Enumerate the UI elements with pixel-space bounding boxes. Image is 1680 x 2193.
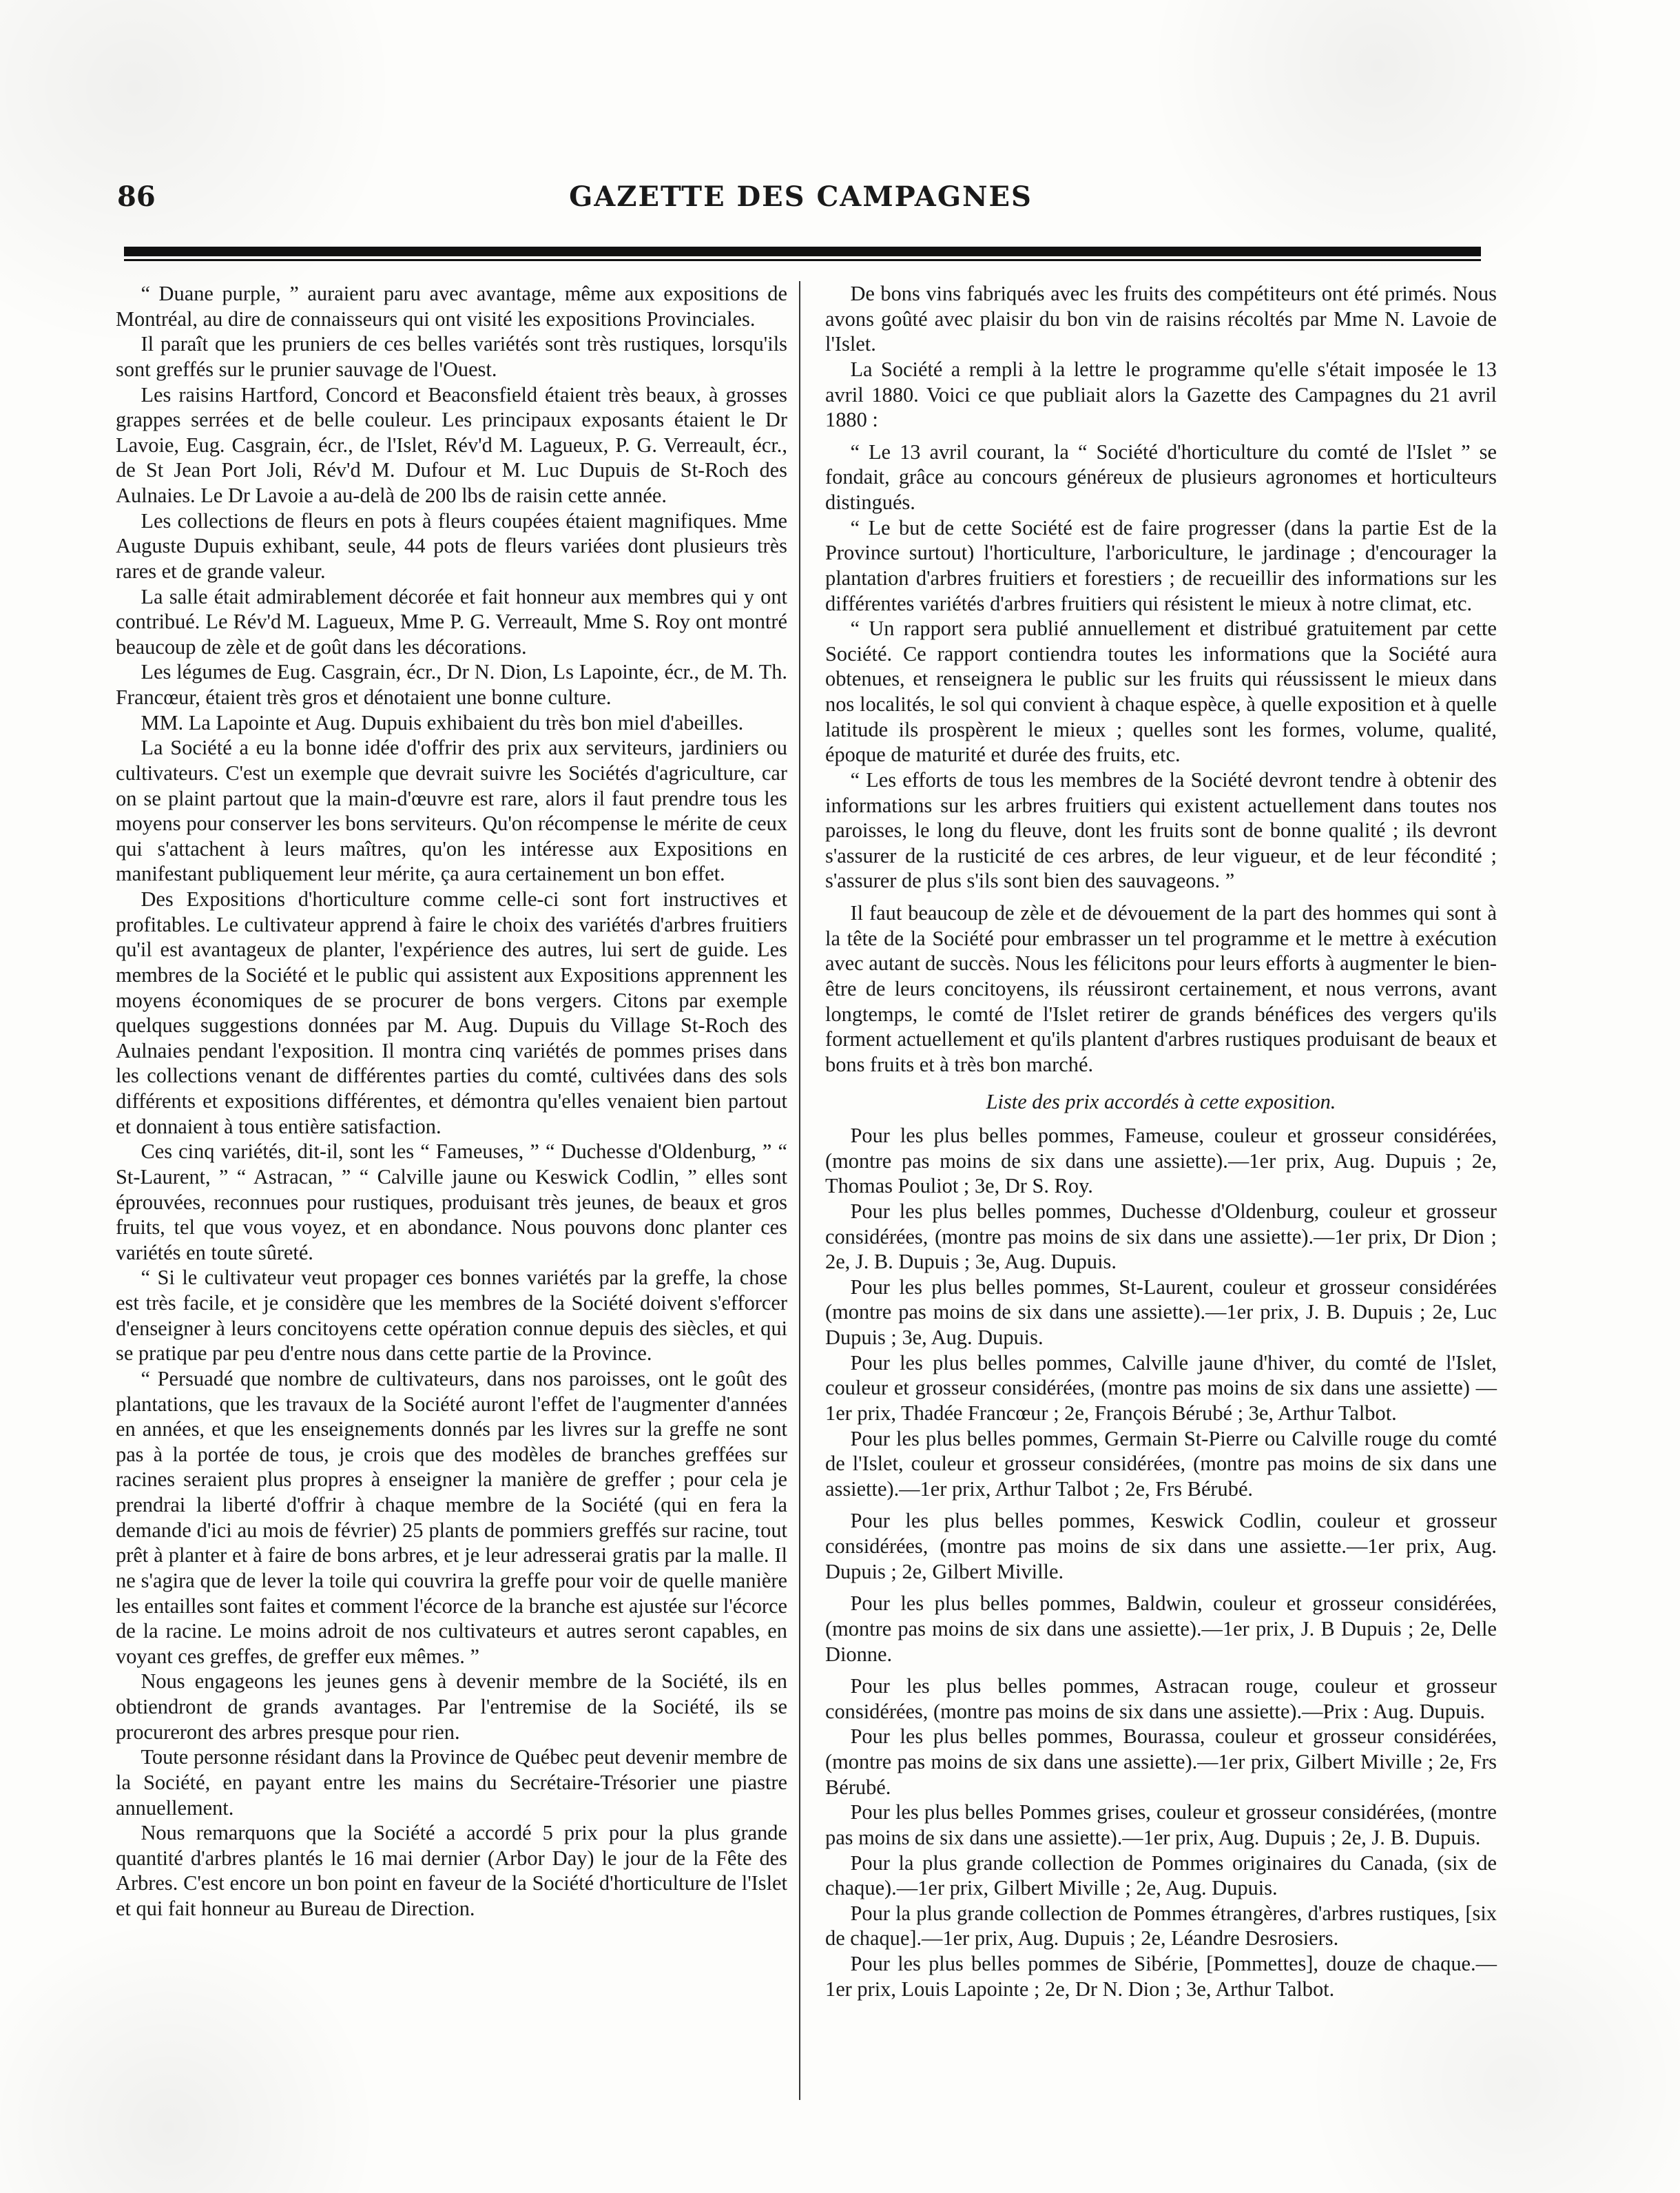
right-column-body: [825, 281, 1497, 1077]
article-paragraph: Les légumes de Eug. Casgrain, écr., Dr N. Dion, Ls Lapointe, écr., de M. Th. Francœur, étaient très gros et dénotaient une bonne culture.: [116, 660, 787, 709]
prize-entry: Pour les plus belles pommes, Germain St-Pierre ou Calville rouge du comté de l'Islet, couleur et grosseur considérées, (montre pas moins de six dans une assiette).—1er prix, Arthur Talbot ; 2e, Frs Bérubé.: [825, 1426, 1497, 1501]
left-column: [116, 281, 787, 1922]
article-paragraph: La Société a rempli à la lettre le programme qu'elle s'était imposée le 13 avril 1880. Voici ce que publiait alors la Gazette des Campagnes du 21 avril 1880 :: [825, 357, 1497, 432]
prize-entry: Pour les plus belles pommes, Fameuse, couleur et grosseur considérées, (montre pas moins de six dans une assiette).—1er prix, Aug. Dupuis ; 2e, Thomas Pouliot ; 3e, Dr S. Roy.: [825, 1124, 1497, 1198]
article-paragraph: Il paraît que les pruniers de ces belles variétés sont très rustiques, lorsqu'ils sont greffés sur le prunier sauvage de l'Ouest.: [116, 332, 787, 381]
column-divider: [799, 281, 800, 2100]
article-paragraph: Des Expositions d'horticulture comme celle-ci sont fort instructives et profitables. Le cultivateur apprend à faire le choix des variétés d'arbres fruitiers qu'il est avantageux de planter, l'expérience des autres, lui sert de guide. Les membres de la Société et le public qui assistent aux Expositions apprennent les moyens économiques de se procurer de bons vergers. Citons par exemple quelques suggestions données par M. Aug. Dupuis du Village St-Roch des Aulnaies pendant l'exposition. Il montra cinq variétés de pommes prises dans les collections venant de différentes parties du comté, cultivées dans des sols différents et expositions différentes, et démontra qu'elles venaient bien partout et donnaient à tous entière satisfaction.: [116, 887, 787, 1138]
prize-entry: Pour les plus belles pommes, Calville jaune d'hiver, du comté de l'Islet, couleur et grosseur considérées, (montre pas moins de six dans une assiette) —1er prix, Thadée Francœur ; 2e, François Bérubé ; 3e, Arthur Talbot.: [825, 1350, 1497, 1425]
article-paragraph: La Société a eu la bonne idée d'offrir des prix aux serviteurs, jardiniers ou cultivateurs. C'est un exemple que devrait suivre les Sociétés d'agriculture, car on se plaint partout que la main-d'œuvre est rare, alors il faut prendre tous les moyens pour conserver les bons serviteurs. Qu'on récompense le mérite de ceux qui s'attachent à leurs maîtres, qu'on les intéresse aux Expositions en manifestant publiquement leur mérite, ça aura certainement un bon effet.: [116, 736, 787, 886]
prize-entry: Pour les plus belles pommes, Duchesse d'Oldenburg, couleur et grosseur considérées, (montre pas moins de six dans une assiette).—1er prix, Dr Dion ; 2e, J. B. Dupuis ; 3e, Aug. Dupuis.: [825, 1199, 1497, 1274]
article-paragraph: La salle était admirablement décorée et fait honneur aux membres qui y ont contribué. Le Rév'd M. Lagueux, Mme P. G. Verreault, Mme S. Roy ont montré beaucoup de zèle et de goût dans les décorations.: [116, 584, 787, 659]
article-paragraph: Les raisins Hartford, Concord et Beaconsfield étaient très beaux, à grosses grappes serrées et de belle couleur. Les principaux exposants étaient le Dr Lavoie, Eug. Casgrain, écr., de l'Islet, Rév'd M. Lagueux, P. G. Verreault, écr., de St Jean Port Joli, Rév'd M. Dufour et M. Luc Dupuis de St-Roch des Aulnaies. Le Dr Lavoie a au-delà de 200 lbs de raisin cette année.: [116, 382, 787, 507]
page-header: [117, 181, 1484, 219]
article-paragraph: “ Duane purple, ” auraient paru avec avantage, même aux expositions de Montréal, au dire de connaisseurs qui ont visité les expositions Provinciales.: [116, 282, 787, 331]
article-paragraph: Il faut beaucoup de zèle et de dévouement de la part des hommes qui sont à la tête de la Société pour embrasser un tel programme et le mettre à exécution avec autant de succès. Nous les félicitons pour leurs efforts à augmenter le bien-être de leurs concitoyens, ils réussiront certainement, et nous verrons, avant longtemps, le comté de l'Islet retirer de grands bénéfices des vergers qu'ils forment actuellement et qu'ils plantent d'arbres rustiques produisant de beaux et bons fruits et à très bon marché.: [825, 901, 1497, 1076]
article-paragraph: “ Persuadé que nombre de cultivateurs, dans nos paroisses, ont le goût des plantations, que les travaux de la Société auront l'effet de l'augmenter d'années en années, et que les enseignements donnés par les livres sur la greffe ne sont pas à la portée de tous, je crois que des modèles de branches greffées sur racines seraient plus propres à enseigner la manière de greffer ; pour cela je prendrai la liberté d'offrir à chaque membre de la Société (qui en fera la demande d'ici au mois de février) 25 plants de pommiers greffés sur racine, tout prêt à planter et à faire de bons arbres, et je leur adresserai gratis par la malle. Il ne s'agira que de lever la toile qui couvrira la greffe pour voir de quelle manière les entailles sont faites et comment l'écorce de la branche est ajustée sur l'écorce de la racine. Le moins adroit de nos cultivateurs et autres seront capables, en voyant ces greffes, de greffer eux mêmes. ”: [116, 1366, 787, 1668]
article-paragraph: “ Le but de cette Société est de faire progresser (dans la partie Est de la Province surtout) l'horticulture, l'arboriculture, le jardinage ; d'encourager la plantation d'arbres fruitiers et forestiers ; de recueillir des informations sur les différentes variétés d'arbres fruitiers qui résistent le mieux à notre climat, etc.: [825, 515, 1497, 615]
article-paragraph: “ Un rapport sera publié annuellement et distribué gratuitement par cette Société. Ce rapport contiendra toutes les informations que la Société aura obtenues, et renseignera le public sur les fruits qui réussissent le mieux dans nos localités, le sol qui convient à chaque espèce, à quelle exposition et à quelle latitude ils prospèrent le mieux ; quelles sont les formes, volume, qualité, époque de maturité et durée des fruits, etc.: [825, 617, 1497, 767]
article-paragraph: De bons vins fabriqués avec les fruits des compétiteurs ont été primés. Nous avons goûté avec plaisir du bon vin de raisins récoltés par Mme N. Lavoie de l'Islet.: [825, 282, 1497, 356]
article-paragraph: Ces cinq variétés, dit-il, sont les “ Fameuses, ” “ Duchesse d'Oldenburg, ” “ St-Laurent, ” “ Astracan, ” “ Calville jaune ou Keswick Codlin, ” elles sont éprouvées, reconnues pour rustiques, produisant très jeunes, de beaux et gros fruits, tel que vous voyez, et en abondance. Nous pouvons donc planter ces variétés en toute sûreté.: [116, 1140, 787, 1264]
header-rule-thin: [124, 259, 1481, 261]
prize-entry: Pour la plus grande collection de Pommes étrangères, d'arbres rustiques, [six de chaque].—1er prix, Aug. Dupuis ; 2e, Léandre Desrosiers.: [825, 1901, 1497, 1950]
prize-entry: Pour les plus belles pommes, Baldwin, couleur et grosseur considérées, (montre pas moins de six dans une assiette).—1er prix, J. B Dupuis ; 2e, Delle Dionne.: [825, 1592, 1497, 1666]
article-paragraph: Nous remarquons que la Société a accordé 5 prix pour la plus grande quantité d'arbres plantés le 16 mai dernier (Arbor Day) le jour de la Fête des Arbres. C'est encore un bon point en faveur de la Société d'horticulture de l'Islet et qui fait honneur au Bureau de Direction.: [116, 1821, 787, 1920]
article-paragraph: “ Si le cultivateur veut propager ces bonnes variétés par la greffe, la chose est très facile, et je considère que les membres de la Société doivent s'efforcer d'enseigner à leurs concitoyens cette opération connue depuis des siècles, et qui se pratique par peu d'entre nous dans cette partie de la Province.: [116, 1266, 787, 1366]
article-paragraph: “ Le 13 avril courant, la “ Société d'horticulture du comté de l'Islet ” se fondait, grâce au concours généreux de plusieurs agronomes et horticulteurs distingués.: [825, 440, 1497, 514]
article-paragraph: “ Les efforts de tous les membres de la Société devront tendre à obtenir des informations sur les arbres fruitiers qui existent actuellement dans toutes nos paroisses, le long du fleuve, dont les fruits sont de bonne qualité ; ils devront s'assurer de la rusticité de ces arbres, de leur vigueur, et de leur fécondité ; s'assurer de plus s'ils sont bien des sauvageons. ”: [825, 768, 1497, 893]
prize-entry: Pour les plus belles pommes, Keswick Codlin, couleur et grosseur considérées, (montre pas moins de six dans une assiette.—1er prix, Aug. Dupuis ; 2e, Gilbert Miville.: [825, 1509, 1497, 1583]
prize-entry: Pour les plus belles Pommes grises, couleur et grosseur considérées, (montre pas moins de six dans une assiette).—1er prix, Aug. Dupuis ; 2e, J. B. Dupuis.: [825, 1800, 1497, 1849]
header-rule-thick: [124, 247, 1481, 256]
running-title: GAZETTE DES CAMPAGNES: [569, 181, 1033, 213]
article-paragraph: Toute personne résidant dans la Province de Québec peut devenir membre de la Société, en payant entre les mains du Secrétaire-Trésorier une piastre annuellement.: [116, 1745, 787, 1820]
right-column: [825, 281, 1497, 2001]
article-paragraph: Nous engageons les jeunes gens à devenir membre de la Société, ils en obtiendront de grands avantages. Par l'entremise de la Société, ils se procureront des arbres presque pour rien.: [116, 1669, 787, 1744]
prize-list: [825, 1123, 1497, 2001]
page-number: 86: [117, 181, 156, 213]
prize-entry: Pour les plus belles pommes de Sibérie, [Pommettes], douze de chaque.—1er prix, Louis Lapointe ; 2e, Dr N. Dion ; 3e, Arthur Talbot.: [825, 1952, 1497, 2001]
prize-list-title: Liste des prix accordés à cette exposition.: [986, 1090, 1336, 1114]
prize-entry: Pour la plus grande collection de Pommes originaires du Canada, (six de chaque).—1er prix, Gilbert Miville ; 2e, Aug. Dupuis.: [825, 1851, 1497, 1900]
prize-entry: Pour les plus belles pommes, Bourassa, couleur et grosseur considérées, (montre pas moins de six dans une assiette).—1er prix, Gilbert Miville ; 2e, Frs Bérubé.: [825, 1724, 1497, 1799]
prize-entry: Pour les plus belles pommes, St-Laurent, couleur et grosseur considérées (montre pas moins de six dans une assiette).—1er prix, J. B. Dupuis ; 2e, Luc Dupuis ; 3e, Aug. Dupuis.: [825, 1275, 1497, 1349]
prize-entry: Pour les plus belles pommes, Astracan rouge, couleur et grosseur considérées, (montre pas moins de six dans une assiette).—Prix : Aug. Dupuis.: [825, 1674, 1497, 1723]
article-paragraph: Les collections de fleurs en pots à fleurs coupées étaient magnifiques. Mme Auguste Dupuis exhibant, seule, 44 pots de fleurs variées dont plusieurs très rares et de grande valeur.: [116, 508, 787, 583]
article-paragraph: MM. La Lapointe et Aug. Dupuis exhibaient du très bon miel d'abeilles.: [141, 710, 744, 734]
